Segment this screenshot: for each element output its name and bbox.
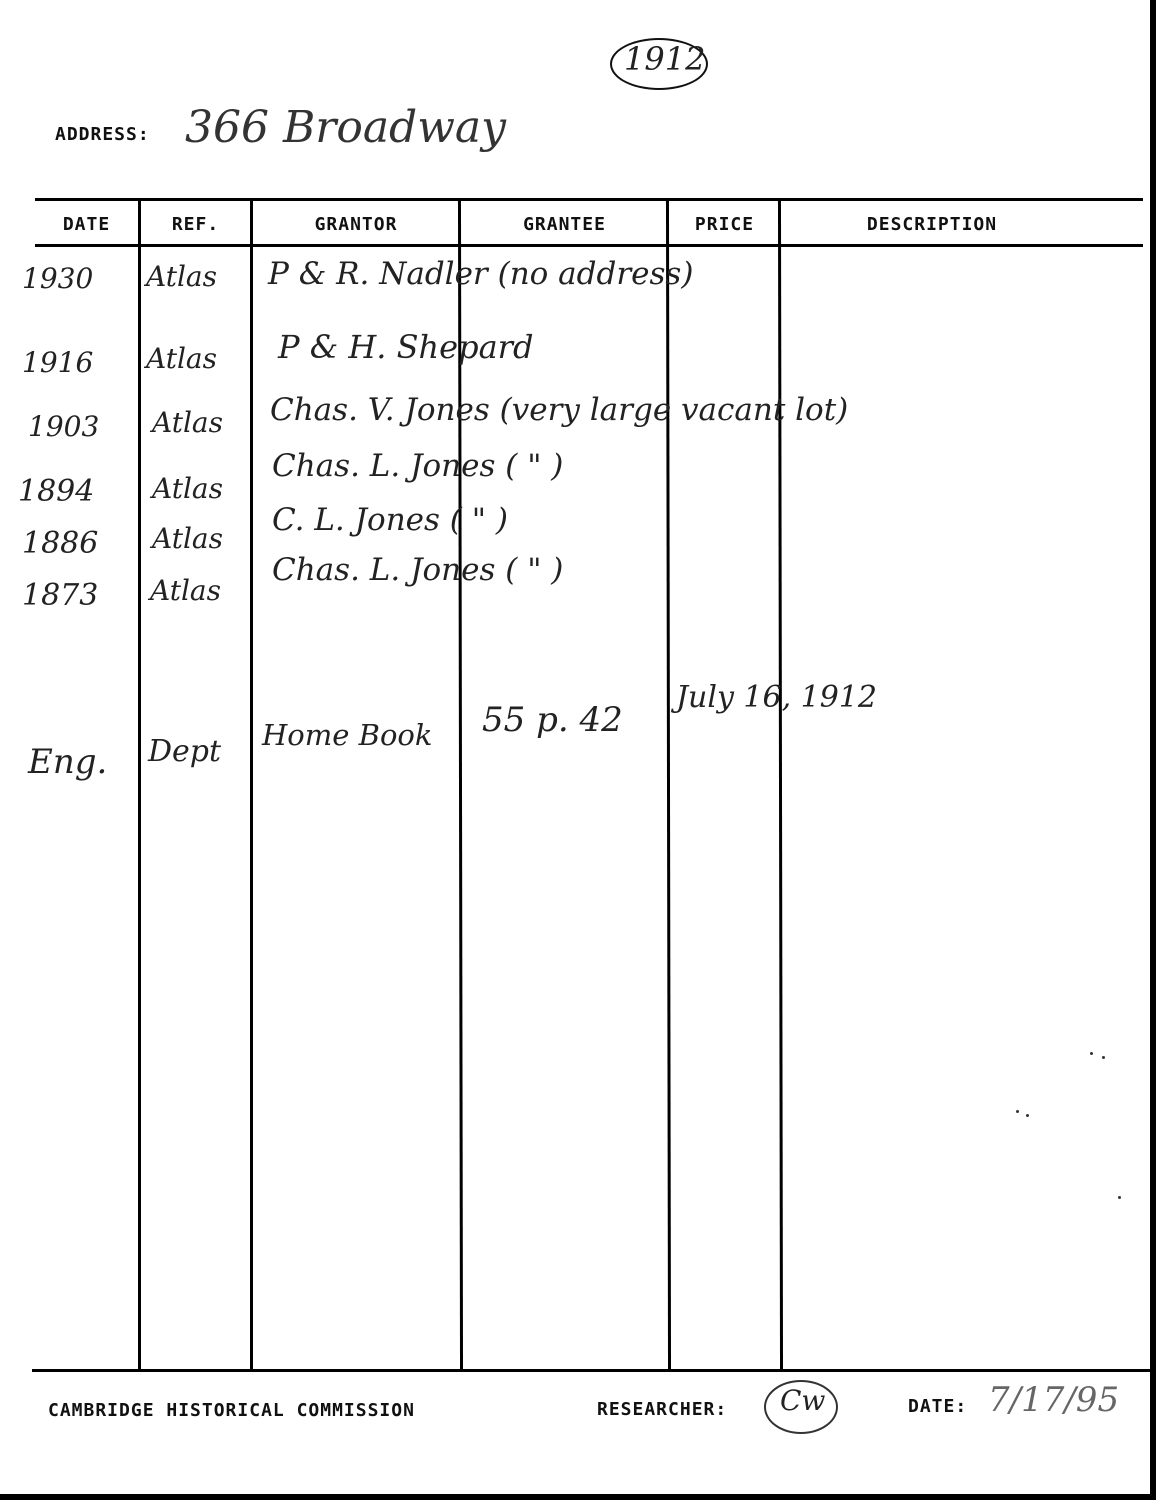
researcher-label: RESEARCHER: [597,1399,728,1420]
column-header-grantee: GRANTEE [523,214,606,235]
circled-year-text: 1912 [624,40,706,78]
speck [1090,1052,1093,1055]
footer-organization: CAMBRIDGE HISTORICAL COMMISSION [48,1400,415,1421]
address-label: ADDRESS: [55,124,150,145]
row-grantee: 55 p. 42 [482,700,623,740]
column-header-grantor: GRANTOR [314,214,398,235]
researcher-initials: Cw [780,1384,826,1417]
column-header-ref: REF. [171,214,220,235]
row-date: 1886 [22,526,99,561]
row-grantor: Chas. V. Jones (very large vacant lot) [270,392,849,428]
row-ref: Atlas [152,406,223,439]
table-top-rule [35,198,1143,201]
row-date: Eng. [28,742,108,782]
table-header-rule [35,244,1143,247]
row-date: 1930 [22,262,94,295]
date-label: DATE: [908,1396,968,1417]
row-ref: Atlas [146,342,217,375]
column-header-date: DATE [62,214,111,235]
address-value: 366 Broadway [185,102,506,153]
table-bottom-rule [32,1369,1150,1372]
speck [1118,1196,1121,1199]
speck [1016,1110,1019,1113]
date-value: 7/17/95 [988,1380,1120,1420]
row-ref: Atlas [152,472,223,505]
row-date: 1903 [28,410,100,443]
row-grantor: Home Book [262,718,433,752]
col-divider-ref-grantor [250,200,253,1372]
row-ref: Atlas [152,522,223,555]
row-price: July 16, 1912 [676,680,878,715]
row-grantor: Chas. L. Jones ( " ) [272,448,564,484]
row-grantor: P & R. Nadler (no address) [268,256,694,292]
row-grantor: P & H. Shepard [278,328,534,366]
speck [1102,1056,1105,1059]
row-date: 1916 [22,346,94,379]
row-date: 1873 [22,578,99,613]
row-grantor: C. L. Jones ( " ) [272,502,508,538]
column-header-description: DESCRIPTION [866,214,998,235]
row-ref: Dept [148,734,222,769]
column-header-price: PRICE [694,214,755,235]
speck [1026,1114,1029,1117]
row-ref: Atlas [150,574,221,607]
row-date: 1894 [18,474,95,509]
row-ref: Atlas [146,260,217,293]
col-divider-date-ref [138,200,141,1372]
row-grantor: Chas. L. Jones ( " ) [272,552,564,588]
